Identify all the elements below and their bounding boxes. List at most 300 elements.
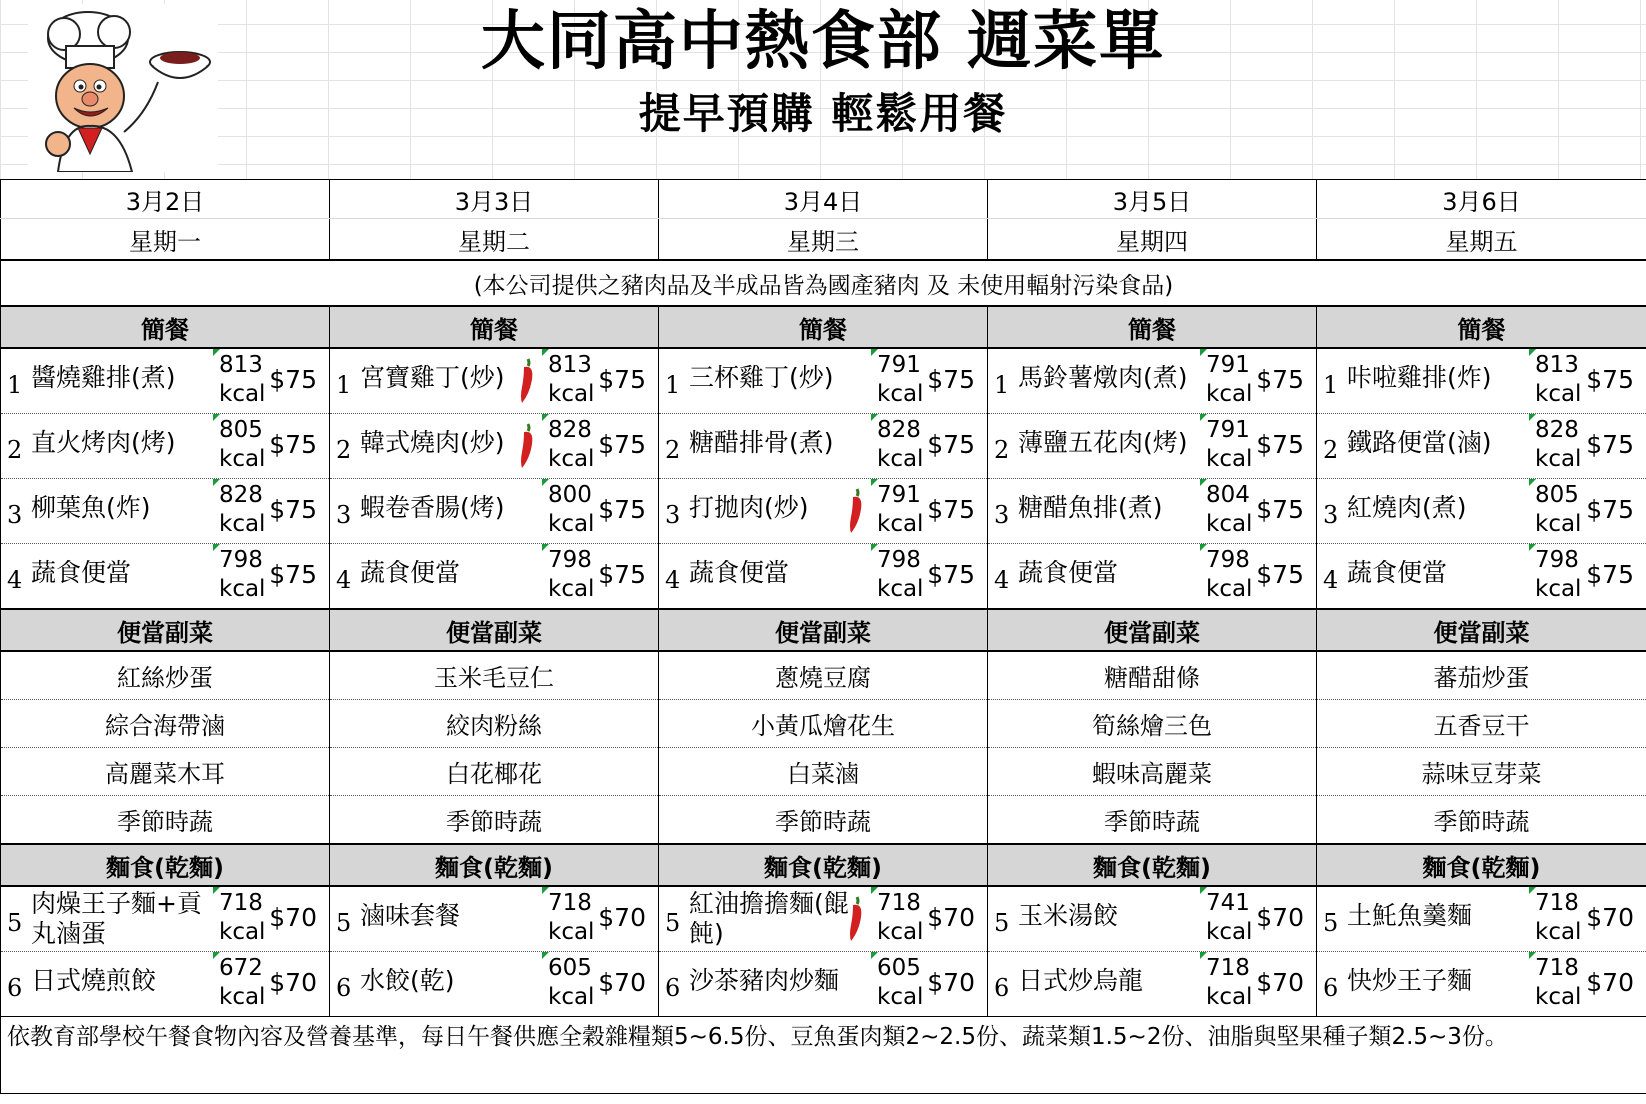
kcal-value: 828 (548, 417, 592, 443)
item-price: $70 (598, 968, 646, 997)
cell-marker-icon (1529, 479, 1536, 486)
menu-item-cell (330, 348, 659, 414)
side-dish: 小黃瓜燴花生 (659, 700, 988, 748)
kcal-value: 791 (1206, 352, 1250, 378)
cell-marker-icon (1200, 544, 1207, 551)
item-price: $75 (598, 365, 646, 394)
item-name: 鐵路便當(滷) (1347, 428, 1492, 457)
side-dish: 綜合海帶滷 (1, 700, 330, 748)
item-price: $70 (927, 968, 975, 997)
item-name: 直火烤肉(烤) (31, 428, 176, 457)
item-name: 蔬食便當 (1018, 558, 1119, 587)
item-name: 糖醋排骨(煮) (689, 428, 834, 457)
kcal-unit: kcal (1535, 446, 1582, 472)
section-side-dishes: 便當副菜 (988, 609, 1317, 651)
date-cell: 3月2日 (1, 180, 330, 219)
menu-item (1317, 887, 1646, 951)
side-dish: 白花椰花 (330, 748, 659, 796)
item-name: 醬燒雞排(煮) (31, 363, 176, 392)
item-calories (548, 889, 594, 947)
cell-marker-icon (1529, 887, 1536, 894)
date-cell: 3月4日 (659, 180, 988, 219)
kcal-value: 791 (1206, 417, 1250, 443)
kcal-unit: kcal (1535, 984, 1582, 1010)
item-name: 宮寶雞丁(炒) (360, 363, 505, 392)
weekday-cell: 星期三 (659, 219, 988, 261)
kcal-value: 718 (219, 890, 263, 916)
item-number: 2 (665, 436, 681, 464)
section-side-dishes: 便當副菜 (330, 609, 659, 651)
item-number: 4 (336, 566, 352, 594)
kcal-unit: kcal (219, 919, 266, 945)
kcal-value: 805 (1535, 482, 1579, 508)
item-price: $75 (1256, 495, 1304, 524)
section-set-meal: 簡餐 (330, 306, 659, 348)
item-price: $75 (927, 430, 975, 459)
item-name: 快炒王子麵 (1347, 966, 1473, 995)
menu-item (1, 479, 329, 543)
item-calories (548, 416, 594, 474)
item-calories (219, 481, 265, 539)
kcal-unit: kcal (219, 984, 266, 1010)
item-name: 三杯雞丁(炒) (689, 363, 834, 392)
item-calories (219, 416, 265, 474)
item-calories (1535, 889, 1581, 947)
item-calories (1206, 954, 1252, 1012)
item-price: $75 (1586, 365, 1634, 394)
kcal-value: 718 (1206, 955, 1250, 981)
header (0, 0, 1646, 180)
side-dish: 季節時蔬 (1, 796, 330, 845)
item-name: 打拋肉(炒) (689, 493, 809, 522)
menu-item-cell (1317, 348, 1646, 414)
item-calories (1206, 546, 1252, 604)
side-dish: 糖醋甜條 (988, 651, 1317, 700)
item-number: 2 (1323, 436, 1339, 464)
menu-item-cell (330, 414, 659, 479)
item-number: 4 (994, 566, 1010, 594)
date-cell: 3月5日 (988, 180, 1317, 219)
item-calories (548, 481, 594, 539)
item-name: 柳葉魚(炸) (31, 493, 151, 522)
item-name: 紅油擔擔麵(餛飩) (689, 889, 849, 948)
item-number: 2 (336, 436, 352, 464)
item-name: 肉燥王子麵+貢丸滷蛋 (31, 889, 202, 948)
item-calories (548, 954, 594, 1012)
kcal-value: 791 (877, 352, 921, 378)
page-title: 大同高中熱食部 週菜單 (480, 5, 1166, 79)
kcal-value: 718 (1535, 955, 1579, 981)
item-number: 6 (7, 974, 23, 1002)
side-dish: 季節時蔬 (330, 796, 659, 845)
menu-item-cell (1317, 479, 1646, 544)
item-number: 4 (7, 566, 23, 594)
menu-item (1, 887, 329, 951)
kcal-unit: kcal (219, 511, 266, 537)
cell-marker-icon (1529, 544, 1536, 551)
menu-item (988, 544, 1316, 608)
section-noodles: 麵食(乾麵) (1317, 844, 1646, 886)
menu-item (1, 414, 329, 478)
item-calories (219, 351, 265, 409)
menu-item (330, 349, 658, 413)
kcal-value: 798 (877, 547, 921, 573)
item-calories (1206, 416, 1252, 474)
kcal-unit: kcal (1535, 576, 1582, 602)
item-price: $70 (598, 903, 646, 932)
kcal-unit: kcal (1206, 446, 1253, 472)
menu-item-cell (330, 544, 659, 610)
kcal-value: 828 (877, 417, 921, 443)
item-calories (548, 546, 594, 604)
cell-marker-icon (871, 952, 878, 959)
item-name: 土魠魚羹麵 (1347, 901, 1473, 930)
date-cell: 3月3日 (330, 180, 659, 219)
menu-item (1317, 349, 1646, 413)
item-price: $75 (269, 560, 317, 589)
item-price: $75 (1256, 560, 1304, 589)
item-price: $70 (1586, 968, 1634, 997)
item-price: $75 (269, 430, 317, 459)
item-calories (1535, 481, 1581, 539)
side-dish: 五香豆干 (1317, 700, 1646, 748)
item-name: 日式燒煎餃 (31, 966, 157, 995)
kcal-value: 718 (548, 890, 592, 916)
kcal-unit: kcal (877, 576, 924, 602)
kcal-value: 828 (219, 482, 263, 508)
menu-item-cell (330, 479, 659, 544)
cell-marker-icon (1200, 887, 1207, 894)
section-side-dishes: 便當副菜 (1, 609, 330, 651)
menu-item (330, 952, 658, 1016)
item-price: $70 (269, 903, 317, 932)
menu-item (659, 544, 987, 608)
item-name: 薄鹽五花肉(烤) (1018, 428, 1188, 457)
menu-item-cell (1, 479, 330, 544)
kcal-value: 828 (1535, 417, 1579, 443)
item-calories (1535, 351, 1581, 409)
item-price: $75 (927, 365, 975, 394)
menu-item (988, 479, 1316, 543)
kcal-value: 791 (877, 482, 921, 508)
item-calories (877, 954, 923, 1012)
chili-pepper-icon (845, 895, 867, 943)
side-dish: 絞肉粉絲 (330, 700, 659, 748)
kcal-unit: kcal (1206, 576, 1253, 602)
page-subtitle: 提早預購 輕鬆用餐 (638, 89, 1008, 138)
cell-marker-icon (871, 479, 878, 486)
menu-item (659, 952, 987, 1016)
menu-item-cell (988, 544, 1317, 610)
side-dish: 季節時蔬 (659, 796, 988, 845)
cell-marker-icon (542, 544, 549, 551)
menu-item (659, 887, 987, 951)
kcal-unit: kcal (548, 919, 595, 945)
menu-item-cell (330, 952, 659, 1017)
menu-item-cell (988, 479, 1317, 544)
item-price: $75 (1256, 430, 1304, 459)
item-price: $70 (1586, 903, 1634, 932)
kcal-value: 798 (1535, 547, 1579, 573)
weekly-menu-table (0, 179, 1646, 1094)
menu-item-cell (988, 952, 1317, 1017)
menu-item (1317, 544, 1646, 608)
section-noodles: 麵食(乾麵) (988, 844, 1317, 886)
kcal-unit: kcal (548, 446, 595, 472)
item-calories (1206, 351, 1252, 409)
item-price: $75 (1586, 560, 1634, 589)
side-dish: 高麗菜木耳 (1, 748, 330, 796)
side-dish: 蔥燒豆腐 (659, 651, 988, 700)
cell-marker-icon (871, 349, 878, 356)
side-dish: 季節時蔬 (988, 796, 1317, 845)
kcal-unit: kcal (219, 381, 266, 407)
item-calories (548, 351, 594, 409)
kcal-unit: kcal (877, 381, 924, 407)
section-noodles: 麵食(乾麵) (330, 844, 659, 886)
kcal-unit: kcal (877, 984, 924, 1010)
kcal-unit: kcal (1535, 381, 1582, 407)
menu-item-cell (988, 348, 1317, 414)
kcal-unit: kcal (1206, 511, 1253, 537)
cell-marker-icon (1529, 952, 1536, 959)
section-set-meal: 簡餐 (988, 306, 1317, 348)
item-number: 3 (665, 501, 681, 529)
item-name: 馬鈴薯燉肉(煮) (1018, 363, 1188, 392)
item-number: 5 (1323, 909, 1339, 937)
menu-item-cell (1317, 952, 1646, 1017)
kcal-unit: kcal (1206, 984, 1253, 1010)
item-number: 3 (994, 501, 1010, 529)
cell-marker-icon (213, 479, 220, 486)
item-number: 3 (336, 501, 352, 529)
item-price: $70 (1256, 968, 1304, 997)
menu-item-cell (1317, 886, 1646, 952)
item-price: $75 (269, 365, 317, 394)
cell-marker-icon (1529, 414, 1536, 421)
item-number: 5 (336, 909, 352, 937)
kcal-unit: kcal (1535, 919, 1582, 945)
item-number: 4 (665, 566, 681, 594)
menu-item-cell (659, 886, 988, 952)
item-name: 紅燒肉(煮) (1347, 493, 1467, 522)
item-number: 5 (7, 909, 23, 937)
weekday-cell: 星期四 (988, 219, 1317, 261)
item-number: 1 (336, 371, 352, 399)
item-name: 糖醋魚排(煮) (1018, 493, 1163, 522)
menu-item-cell (1317, 414, 1646, 479)
cell-marker-icon (542, 952, 549, 959)
cell-marker-icon (1529, 349, 1536, 356)
item-calories (1206, 889, 1252, 947)
item-calories (877, 416, 923, 474)
kcal-value: 813 (219, 352, 263, 378)
kcal-unit: kcal (548, 576, 595, 602)
item-calories (219, 889, 265, 947)
item-name: 水餃(乾) (360, 966, 455, 995)
kcal-unit: kcal (548, 511, 595, 537)
kcal-value: 813 (548, 352, 592, 378)
side-dish: 季節時蔬 (1317, 796, 1646, 845)
side-dish: 紅絲炒蛋 (1, 651, 330, 700)
item-name: 玉米湯餃 (1018, 901, 1119, 930)
pork-notice: (本公司提供之豬肉品及半成品皆為國產豬肉 及 未使用輻射污染食品) (1, 260, 1646, 306)
item-calories (219, 954, 265, 1012)
item-name: 咔啦雞排(炸) (1347, 363, 1492, 392)
kcal-unit: kcal (877, 919, 924, 945)
section-set-meal: 簡餐 (1, 306, 330, 348)
menu-item (330, 544, 658, 608)
kcal-value: 813 (1535, 352, 1579, 378)
item-number: 6 (336, 974, 352, 1002)
item-calories (219, 546, 265, 604)
weekday-cell: 星期二 (330, 219, 659, 261)
cell-marker-icon (1200, 414, 1207, 421)
cell-marker-icon (213, 544, 220, 551)
menu-item-cell (1, 952, 330, 1017)
cell-marker-icon (542, 349, 549, 356)
item-number: 1 (994, 371, 1010, 399)
section-noodles: 麵食(乾麵) (659, 844, 988, 886)
menu-item (1, 544, 329, 608)
item-name: 韓式燒肉(炒) (360, 428, 505, 457)
item-price: $75 (1256, 365, 1304, 394)
kcal-value: 800 (548, 482, 592, 508)
cell-marker-icon (213, 349, 220, 356)
kcal-unit: kcal (877, 446, 924, 472)
menu-item (1317, 952, 1646, 1016)
kcal-value: 798 (1206, 547, 1250, 573)
menu-item (1, 349, 329, 413)
weekday-cell: 星期五 (1317, 219, 1646, 261)
item-name: 蝦卷香腸(烤) (360, 493, 505, 522)
menu-item-cell (988, 886, 1317, 952)
side-dish: 蕃茄炒蛋 (1317, 651, 1646, 700)
kcal-value: 605 (548, 955, 592, 981)
item-name: 蔬食便當 (1347, 558, 1448, 587)
kcal-value: 804 (1206, 482, 1250, 508)
item-calories (1535, 416, 1581, 474)
menu-item (659, 414, 987, 478)
section-side-dishes: 便當副菜 (1317, 609, 1646, 651)
kcal-unit: kcal (219, 446, 266, 472)
chili-pepper-icon (845, 487, 867, 535)
cell-marker-icon (1200, 479, 1207, 486)
cell-marker-icon (213, 952, 220, 959)
item-name: 滷味套餐 (360, 901, 461, 930)
menu-item (659, 349, 987, 413)
kcal-value: 605 (877, 955, 921, 981)
cell-marker-icon (871, 887, 878, 894)
item-number: 5 (665, 909, 681, 937)
kcal-unit: kcal (219, 576, 266, 602)
item-number: 1 (7, 371, 23, 399)
item-number: 1 (665, 371, 681, 399)
item-calories (877, 351, 923, 409)
kcal-value: 741 (1206, 890, 1250, 916)
menu-item-cell (330, 886, 659, 952)
menu-item (988, 414, 1316, 478)
kcal-value: 798 (219, 547, 263, 573)
section-noodles: 麵食(乾麵) (1, 844, 330, 886)
cell-marker-icon (871, 544, 878, 551)
cell-marker-icon (1200, 349, 1207, 356)
menu-item-cell (1, 414, 330, 479)
item-number: 4 (1323, 566, 1339, 594)
side-dish: 蝦味高麗菜 (988, 748, 1317, 796)
item-price: $75 (927, 495, 975, 524)
cell-marker-icon (542, 414, 549, 421)
menu-item (330, 414, 658, 478)
item-price: $75 (598, 495, 646, 524)
side-dish: 玉米毛豆仁 (330, 651, 659, 700)
item-number: 2 (7, 436, 23, 464)
kcal-value: 798 (548, 547, 592, 573)
cell-marker-icon (542, 887, 549, 894)
menu-item-cell (1317, 544, 1646, 610)
kcal-unit: kcal (548, 984, 595, 1010)
item-name: 蔬食便當 (360, 558, 461, 587)
side-dish: 蒜味豆芽菜 (1317, 748, 1646, 796)
item-number: 1 (1323, 371, 1339, 399)
item-calories (877, 546, 923, 604)
menu-item-cell (1, 544, 330, 610)
item-price: $75 (1586, 495, 1634, 524)
section-set-meal: 簡餐 (1317, 306, 1646, 348)
kcal-unit: kcal (548, 381, 595, 407)
kcal-value: 672 (219, 955, 263, 981)
section-side-dishes: 便當副菜 (659, 609, 988, 651)
kcal-value: 718 (1535, 890, 1579, 916)
menu-item (659, 479, 987, 543)
menu-item (1317, 414, 1646, 478)
cell-marker-icon (542, 479, 549, 486)
item-calories (877, 481, 923, 539)
item-number: 6 (1323, 974, 1339, 1002)
item-number: 3 (7, 501, 23, 529)
date-cell: 3月6日 (1317, 180, 1646, 219)
chili-pepper-icon (516, 422, 538, 470)
menu-item (988, 349, 1316, 413)
item-number: 3 (1323, 501, 1339, 529)
kcal-value: 718 (877, 890, 921, 916)
item-number: 6 (994, 974, 1010, 1002)
weekday-cell: 星期一 (1, 219, 330, 261)
item-name: 蔬食便當 (31, 558, 132, 587)
cell-marker-icon (871, 414, 878, 421)
menu-item-cell (1, 348, 330, 414)
item-calories (1535, 546, 1581, 604)
item-calories (1535, 954, 1581, 1012)
item-number: 2 (994, 436, 1010, 464)
item-name: 沙茶豬肉炒麵 (689, 966, 840, 995)
item-price: $75 (269, 495, 317, 524)
menu-item-cell (659, 544, 988, 610)
menu-item (1, 952, 329, 1016)
item-number: 5 (994, 909, 1010, 937)
kcal-unit: kcal (1206, 919, 1253, 945)
section-set-meal: 簡餐 (659, 306, 988, 348)
cell-marker-icon (1200, 952, 1207, 959)
side-dish: 筍絲燴三色 (988, 700, 1317, 748)
item-name: 日式炒烏龍 (1018, 966, 1144, 995)
menu-item-cell (659, 414, 988, 479)
kcal-unit: kcal (1206, 381, 1253, 407)
item-price: $70 (269, 968, 317, 997)
menu-item-cell (659, 348, 988, 414)
menu-item (988, 952, 1316, 1016)
side-dish: 白菜滷 (659, 748, 988, 796)
